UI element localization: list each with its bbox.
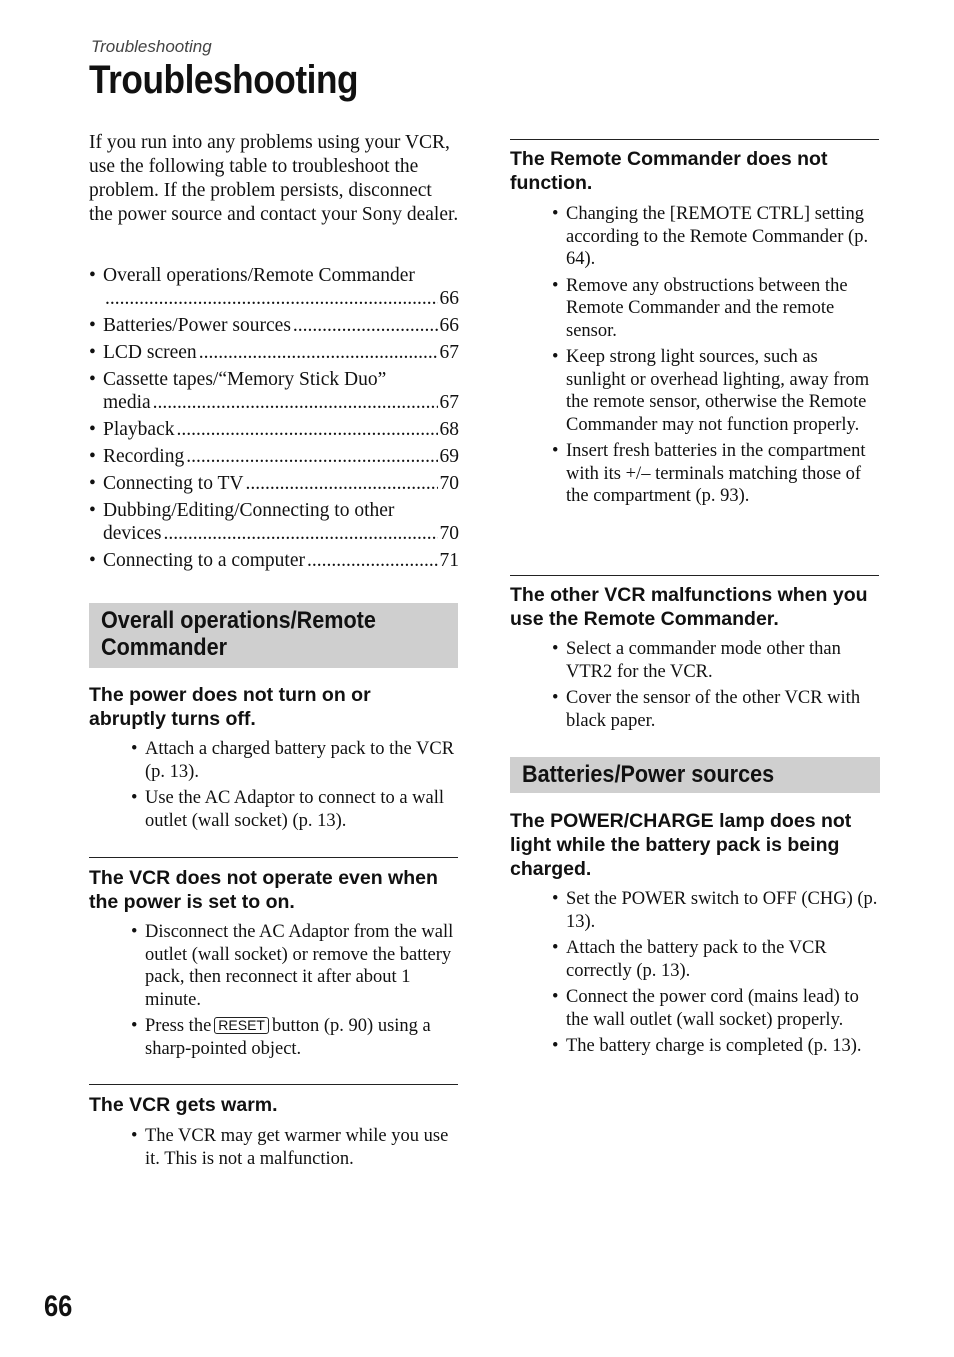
toc-page: 67 — [439, 342, 459, 363]
toc-item[interactable] — [89, 264, 459, 310]
toc-page: 70 — [439, 473, 459, 494]
answer-item: • Attach the battery pack to the VCR correctly (p. 13). — [552, 937, 882, 982]
answer-item: • Remove any obstructions between the Remote Commander and the remote sensor. — [552, 275, 877, 343]
question-heading: The POWER/CHARGE lamp does not light while the battery pack is being charged. — [510, 810, 852, 880]
toc-item-label: • Connecting to TV — [103, 473, 244, 494]
toc-item-label: • Batteries/Power sources — [103, 315, 291, 336]
running-header: Troubleshooting — [91, 37, 212, 56]
toc-item[interactable] — [89, 314, 459, 337]
intro-paragraph: If you run into any problems using your VCR, use the following table to troubleshoot the problem. If the problem persists, disconnect the power source and contact your Sony dealer. — [89, 132, 459, 225]
contents-list — [89, 264, 459, 576]
toc-item-label: • LCD screen — [103, 342, 197, 363]
divider — [89, 857, 458, 858]
section-heading-overall: Overall operations/Remote Commander — [89, 603, 458, 668]
answer-item: • Use the AC Adaptor to connect to a wall outlet (wall socket) (p. 13). — [131, 787, 456, 832]
answer-item: • Insert fresh batteries in the compartment with its +/– terminals matching those of the compartment (p. 93). — [552, 440, 877, 508]
toc-item-label: • Connecting to a computer — [103, 550, 305, 571]
answer-item: • Connect the power cord (mains lead) to the wall outlet (wall socket) properly. — [552, 986, 882, 1031]
toc-item[interactable] — [89, 445, 459, 468]
answer-item: • Changing the [REMOTE CTRL] setting according to the Remote Commander (p. 64). — [552, 203, 877, 271]
toc-item[interactable] — [89, 341, 459, 364]
answer-list — [131, 921, 456, 1064]
toc-page: 66 — [439, 315, 459, 336]
toc-page: 71 — [439, 550, 459, 571]
section-heading-batteries: Batteries/Power sources — [510, 757, 880, 793]
answer-item: • Select a commander mode other than VTR2 for the VCR. — [552, 638, 877, 683]
toc-item-label: • Cassette tapes/“Memory Stick Duo” — [103, 369, 387, 390]
answer-item: • Attach a charged battery pack to the VCR (p. 13). — [131, 738, 456, 783]
toc-page: 70 — [439, 523, 459, 544]
question-heading: The VCR does not operate even when the power is set to on. — [89, 867, 438, 913]
toc-item[interactable] — [89, 472, 459, 495]
toc-item-label: • Playback — [103, 419, 175, 440]
answer-item: • Keep strong light sources, such as sunlight or overhead lighting, away from the remote sensor, otherwise the Remote Commander may not function properly. — [552, 346, 877, 436]
question-heading: The other VCR malfunctions when you use the Remote Commander. — [510, 584, 868, 630]
toc-item-label: • Dubbing/Editing/Connecting to other — [103, 500, 395, 521]
question-heading: The VCR gets warm. — [89, 1094, 278, 1116]
toc-item[interactable]: • Dubbing/Editing/Connecting to other devices ..... 70 — [89, 499, 459, 545]
answer-item: • Disconnect the AC Adaptor from the wall outlet (wall socket) or remove the battery pack, then reconnect it after about 1 minute. — [131, 921, 456, 1011]
divider — [510, 139, 879, 140]
answer-list — [552, 888, 882, 1062]
answer-item: • The VCR may get warmer while you use it. This is not a malfunction. — [131, 1125, 456, 1170]
divider — [89, 1084, 458, 1085]
toc-page: 66 — [439, 288, 459, 309]
answer-list — [131, 738, 456, 836]
toc-item-label: • Overall operations/Remote Commander — [103, 265, 415, 286]
answer-item: • Cover the sensor of the other VCR with black paper. — [552, 687, 877, 732]
page-title: Troubleshooting — [89, 58, 359, 102]
answer-list — [131, 1125, 456, 1174]
page-number: 66 — [44, 1290, 73, 1323]
toc-item[interactable] — [89, 549, 459, 572]
answer-item: • Set the POWER switch to OFF (CHG) (p. 13). — [552, 888, 882, 933]
toc-page: 67 — [439, 392, 459, 413]
answer-item: • Press the RESET button (p. 90) using a sharp-pointed object. — [131, 1015, 456, 1060]
divider — [510, 575, 879, 576]
answer-item: • The battery charge is completed (p. 13). — [552, 1035, 882, 1058]
toc-item[interactable] — [89, 418, 459, 441]
answer-list — [552, 638, 877, 736]
answer-list — [552, 203, 877, 512]
toc-item[interactable]: • Cassette tapes/“Memory Stick Duo” media ..... 67 — [89, 368, 459, 414]
question-heading: The power does not turn on or abruptly turns off. — [89, 684, 371, 730]
toc-page: 68 — [439, 419, 459, 440]
reset-key-label: RESET — [214, 1017, 269, 1034]
toc-page: 69 — [439, 446, 459, 467]
toc-item-label: • Recording — [103, 446, 185, 467]
question-heading: The Remote Commander does not function. — [510, 148, 828, 194]
